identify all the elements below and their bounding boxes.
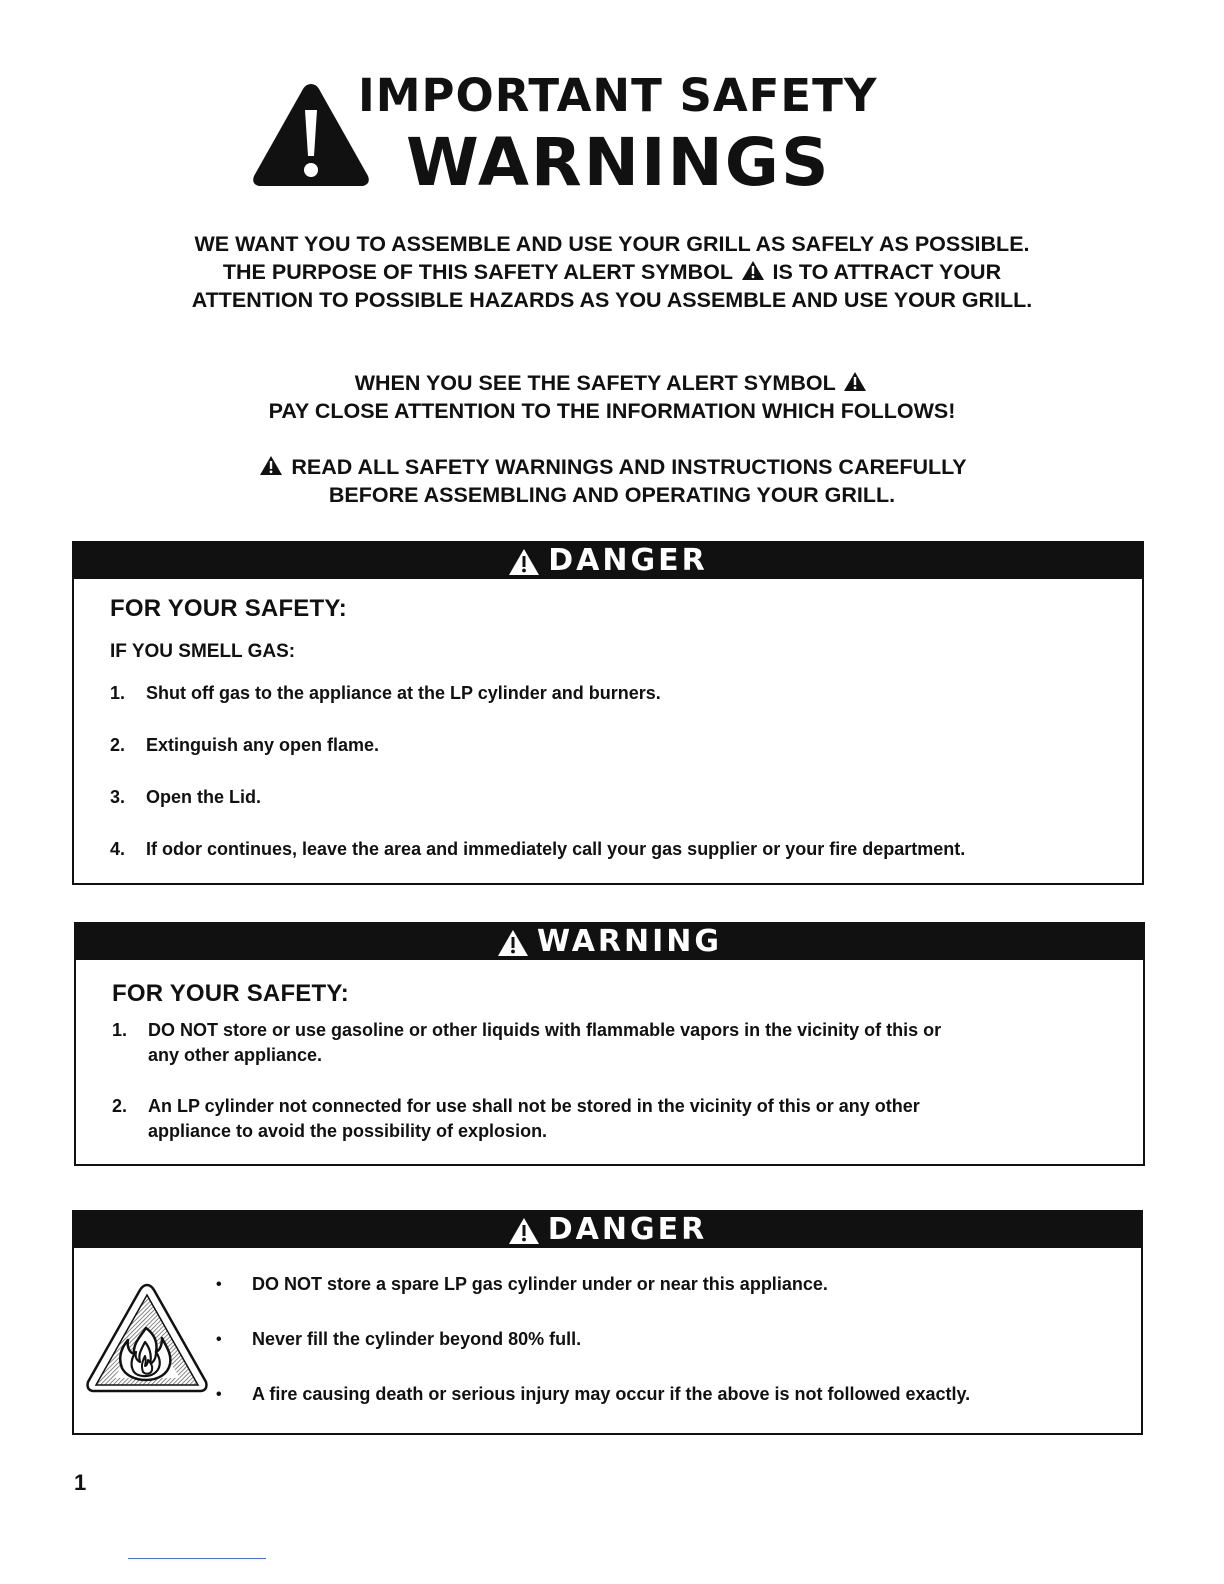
alert-triangle-icon xyxy=(741,260,765,281)
alert-triangle-icon xyxy=(843,371,867,392)
cylinder-bullets-list xyxy=(214,1272,1131,1407)
fire-hazard-icon xyxy=(84,1282,210,1394)
list-item: • A fire causing death or serious injury may occur if the above is not followed exactly. xyxy=(214,1382,1131,1407)
gas-steps-list xyxy=(74,681,1142,862)
intro-line xyxy=(60,258,1164,286)
alert-triangle-icon xyxy=(259,455,283,476)
danger-box-gas xyxy=(72,541,1144,885)
title-line-2: WARNINGS xyxy=(406,124,831,201)
list-item: 4. If odor continues, leave the area and immediately call your gas supplier or your fire department. xyxy=(110,839,966,859)
box-subtitle: FOR YOUR SAFETY: xyxy=(112,980,349,1007)
intro-line: WE WANT YOU TO ASSEMBLE AND USE YOUR GRILL AS SAFELY AS POSSIBLE. xyxy=(194,232,1030,256)
alert-triangle-icon xyxy=(250,80,372,190)
list-item: 1. DO NOT store or use gasoline or other liquids with flammable vapors in the vicinity of this or any other appliance. xyxy=(112,1020,942,1065)
list-item: 1. Shut off gas to the appliance at the LP cylinder and burners. xyxy=(110,683,661,703)
warning-header xyxy=(76,924,1143,960)
intro-line xyxy=(60,369,1164,397)
danger-box-cylinder xyxy=(72,1210,1143,1435)
title-line-1: IMPORTANT SAFETY xyxy=(358,69,878,122)
intro-line: PAY CLOSE ATTENTION TO THE INFORMATION WHICH FOLLOWS! xyxy=(268,399,956,423)
danger-header-label: DANGER xyxy=(547,1212,708,1247)
alert-triangle-icon xyxy=(508,548,540,576)
list-item: 2. An LP cylinder not connected for use shall not be stored in the vicinity of this or any other appliance to avoid the possibility of explosion. xyxy=(112,1096,920,1141)
danger-header-label: DANGER xyxy=(548,543,708,578)
list-item: 2. Extinguish any open flame. xyxy=(110,735,380,755)
intro-paragraph-2 xyxy=(60,369,1164,425)
title-block xyxy=(248,66,948,201)
intro-paragraph-1 xyxy=(60,230,1164,314)
intro-text: READ ALL SAFETY WARNINGS AND INSTRUCTIONS CAREFULLY xyxy=(291,455,967,479)
intro-text: IS TO ATTRACT YOUR xyxy=(772,260,1002,284)
list-item: 3. Open the Lid. xyxy=(110,787,261,807)
box-subtitle: FOR YOUR SAFETY: xyxy=(110,595,347,622)
danger-header xyxy=(74,1212,1141,1248)
alert-triangle-icon xyxy=(508,1217,540,1245)
danger-header xyxy=(74,543,1142,579)
bullet-dot: • xyxy=(216,1386,222,1403)
warning-header-label: WARNING xyxy=(536,924,723,959)
intro-paragraph-3 xyxy=(60,453,1164,509)
intro-line: BEFORE ASSEMBLING AND OPERATING YOUR GRILL. xyxy=(328,483,896,507)
bullet-dot: • xyxy=(216,1331,222,1348)
page-number: 1 xyxy=(74,1470,87,1495)
intro-line xyxy=(60,453,1164,481)
alert-triangle-icon xyxy=(497,929,529,957)
intro-text: THE PURPOSE OF THIS SAFETY ALERT SYMBOL xyxy=(222,260,733,284)
list-item: • Never fill the cylinder beyond 80% full. xyxy=(214,1327,1131,1352)
warning-steps-list xyxy=(76,1018,1143,1144)
warning-box xyxy=(74,922,1145,1166)
footer-rule xyxy=(128,1558,266,1559)
bullet-dot: • xyxy=(216,1276,222,1293)
list-item: • DO NOT store a spare LP gas cylinder under or near this appliance. xyxy=(214,1272,1131,1297)
intro-text: WHEN YOU SEE THE SAFETY ALERT SYMBOL xyxy=(354,371,836,395)
box-subtitle-2: IF YOU SMELL GAS: xyxy=(110,641,296,662)
intro-line: ATTENTION TO POSSIBLE HAZARDS AS YOU ASSEMBLE AND USE YOUR GRILL. xyxy=(191,288,1033,312)
